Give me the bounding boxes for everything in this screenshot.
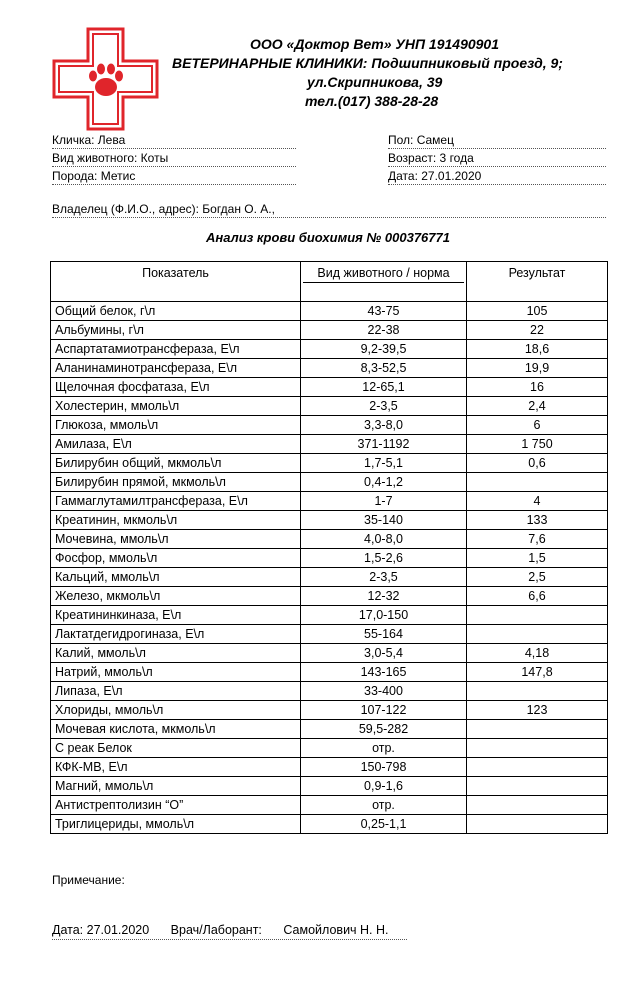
cell-norm: 8,3-52,5: [301, 359, 467, 378]
cell-norm: 0,25-1,1: [301, 815, 467, 834]
cell-result: [467, 815, 608, 834]
table-row: [51, 739, 608, 758]
cell-result: 147,8: [467, 663, 608, 682]
cell-norm: 1,5-2,6: [301, 549, 467, 568]
cell-indicator: Железо, мкмоль\л: [51, 587, 301, 606]
cell-result: 22: [467, 321, 608, 340]
table-row: [51, 682, 608, 701]
cell-norm: 1,7-5,1: [301, 454, 467, 473]
patient-breed: Порода: Метис: [52, 169, 296, 185]
table-row: [51, 644, 608, 663]
cell-indicator: Хлориды, ммоль\л: [51, 701, 301, 720]
cell-result: 18,6: [467, 340, 608, 359]
cell-result: [467, 739, 608, 758]
cell-indicator: Мочевая кислота, мкмоль\л: [51, 720, 301, 739]
cell-result: [467, 796, 608, 815]
table-header-row: [51, 262, 608, 302]
cell-norm: 33-400: [301, 682, 467, 701]
table-row: [51, 815, 608, 834]
cell-result: 16: [467, 378, 608, 397]
cell-result: 7,6: [467, 530, 608, 549]
table-row: [51, 473, 608, 492]
cell-result: [467, 758, 608, 777]
col-header-norm-label: Вид животного / норма: [317, 266, 450, 280]
cell-indicator: Холестерин, ммоль\л: [51, 397, 301, 416]
table-row: [51, 302, 608, 321]
footer-date: Дата: 27.01.2020: [52, 923, 150, 937]
cell-indicator: Гаммаглутамилтрансфераза, Е\л: [51, 492, 301, 511]
cell-result: 123: [467, 701, 608, 720]
cell-norm: 107-122: [301, 701, 467, 720]
table-row: [51, 606, 608, 625]
cell-result: 6: [467, 416, 608, 435]
cell-result: 0,6: [467, 454, 608, 473]
cell-indicator: Лактатдегидрогиназа, Е\л: [51, 625, 301, 644]
cell-norm: 3,0-5,4: [301, 644, 467, 663]
table-row: [51, 701, 608, 720]
patient-owner: Владелец (Ф.И.О., адрес): Богдан О. А.,: [52, 202, 606, 218]
clinic-logo-cross-paw-icon: [52, 27, 159, 131]
cell-result: [467, 606, 608, 625]
cell-indicator: Креатининкиназа, Е\л: [51, 606, 301, 625]
cell-result: 4: [467, 492, 608, 511]
cell-norm: 17,0-150: [301, 606, 467, 625]
cell-norm: 55-164: [301, 625, 467, 644]
cell-norm: 4,0-8,0: [301, 530, 467, 549]
cell-indicator: С реак Белок: [51, 739, 301, 758]
cell-norm: 143-165: [301, 663, 467, 682]
note-label: Примечание:: [52, 873, 125, 887]
cell-indicator: Фосфор, ммоль\л: [51, 549, 301, 568]
header-line-clinics: ВЕТЕРИНАРНЫЕ КЛИНИКИ: Подшипниковый проезд, 9;: [172, 55, 563, 71]
patient-date: Дата: 27.01.2020: [388, 169, 606, 185]
cell-indicator: Альбумины, г\л: [51, 321, 301, 340]
patient-species: Вид животного: Коты: [52, 151, 296, 167]
cell-norm: отр.: [301, 796, 467, 815]
cell-result: 2,5: [467, 568, 608, 587]
cell-norm: отр.: [301, 739, 467, 758]
cell-indicator: Общий белок, г\л: [51, 302, 301, 321]
cell-indicator: Глюкоза, ммоль\л: [51, 416, 301, 435]
table-row: [51, 587, 608, 606]
cell-result: 6,6: [467, 587, 608, 606]
cell-indicator: Триглицериды, ммоль\л: [51, 815, 301, 834]
results-table: [50, 261, 608, 834]
cell-norm: 1-7: [301, 492, 467, 511]
cell-indicator: Билирубин прямой, мкмоль\л: [51, 473, 301, 492]
cell-result: [467, 473, 608, 492]
cell-result: 2,4: [467, 397, 608, 416]
footer-doctor-name: Самойлович Н. Н.: [283, 923, 389, 937]
table-row: [51, 416, 608, 435]
table-row: [51, 777, 608, 796]
patient-sex: Пол: Самец: [388, 133, 606, 149]
cell-norm: 150-798: [301, 758, 467, 777]
cell-indicator: Липаза, Е\л: [51, 682, 301, 701]
cell-result: [467, 625, 608, 644]
patient-age: Возраст: 3 года: [388, 151, 606, 167]
cell-norm: 2-3,5: [301, 568, 467, 587]
cell-result: 19,9: [467, 359, 608, 378]
cell-norm: 0,4-1,2: [301, 473, 467, 492]
cell-indicator: Натрий, ммоль\л: [51, 663, 301, 682]
header-line-company: ООО «Доктор Вет» УНП 191490901: [250, 36, 500, 52]
cell-indicator: Щелочная фосфатаза, Е\л: [51, 378, 301, 397]
table-row: [51, 758, 608, 777]
table-row: [51, 663, 608, 682]
cell-indicator: Амилаза, Е\л: [51, 435, 301, 454]
cell-result: [467, 777, 608, 796]
table-row: [51, 530, 608, 549]
cell-result: [467, 720, 608, 739]
cell-indicator: Билирубин общий, мкмоль\л: [51, 454, 301, 473]
table-row: [51, 359, 608, 378]
cell-norm: 371-1192: [301, 435, 467, 454]
patient-name: Кличка: Лева: [52, 133, 296, 149]
table-row: [51, 492, 608, 511]
table-row: [51, 625, 608, 644]
header-line-phone: тел.(017) 388-28-28: [305, 93, 439, 109]
cell-norm: 43-75: [301, 302, 467, 321]
table-row: [51, 796, 608, 815]
cell-indicator: Аланинаминотрансфераза, Е\л: [51, 359, 301, 378]
table-row: [51, 340, 608, 359]
cell-result: [467, 682, 608, 701]
cell-indicator: Кальций, ммоль\л: [51, 568, 301, 587]
footer-signature: [52, 923, 407, 937]
table-row: [51, 568, 608, 587]
table-row: [51, 549, 608, 568]
cell-norm: 59,5-282: [301, 720, 467, 739]
col-header-norm: [301, 262, 467, 302]
cell-indicator: КФК-МВ, Е\л: [51, 758, 301, 777]
cell-indicator: Антистрептолизин “О”: [51, 796, 301, 815]
cell-result: 1 750: [467, 435, 608, 454]
table-row: [51, 378, 608, 397]
table-row: [51, 511, 608, 530]
cell-norm: 3,3-8,0: [301, 416, 467, 435]
cell-indicator: Креатинин, мкмоль\л: [51, 511, 301, 530]
cell-result: 4,18: [467, 644, 608, 663]
col-header-indicator: Показатель: [51, 262, 301, 302]
cell-indicator: Магний, ммоль\л: [51, 777, 301, 796]
footer-doctor-label: Врач/Лаборант:: [170, 923, 262, 937]
cell-norm: 0,9-1,6: [301, 777, 467, 796]
cell-norm: 2-3,5: [301, 397, 467, 416]
cell-norm: 12-65,1: [301, 378, 467, 397]
header-line-street: ул.Скрипникова, 39: [307, 74, 443, 90]
cell-result: 1,5: [467, 549, 608, 568]
cell-indicator: Калий, ммоль\л: [51, 644, 301, 663]
cell-result: 133: [467, 511, 608, 530]
cell-norm: 22-38: [301, 321, 467, 340]
cell-norm: 12-32: [301, 587, 467, 606]
col-header-result: Результат: [467, 262, 608, 302]
cell-indicator: Аспартатамиотрансфераза, Е\л: [51, 340, 301, 359]
cell-indicator: Мочевина, ммоль\л: [51, 530, 301, 549]
cell-result: 105: [467, 302, 608, 321]
table-row: [51, 397, 608, 416]
cell-norm: 9,2-39,5: [301, 340, 467, 359]
table-row: [51, 435, 608, 454]
table-row: [51, 321, 608, 340]
cell-norm: 35-140: [301, 511, 467, 530]
analysis-title: Анализ крови биохимия № 000376771: [206, 230, 450, 245]
table-row: [51, 454, 608, 473]
table-row: [51, 720, 608, 739]
